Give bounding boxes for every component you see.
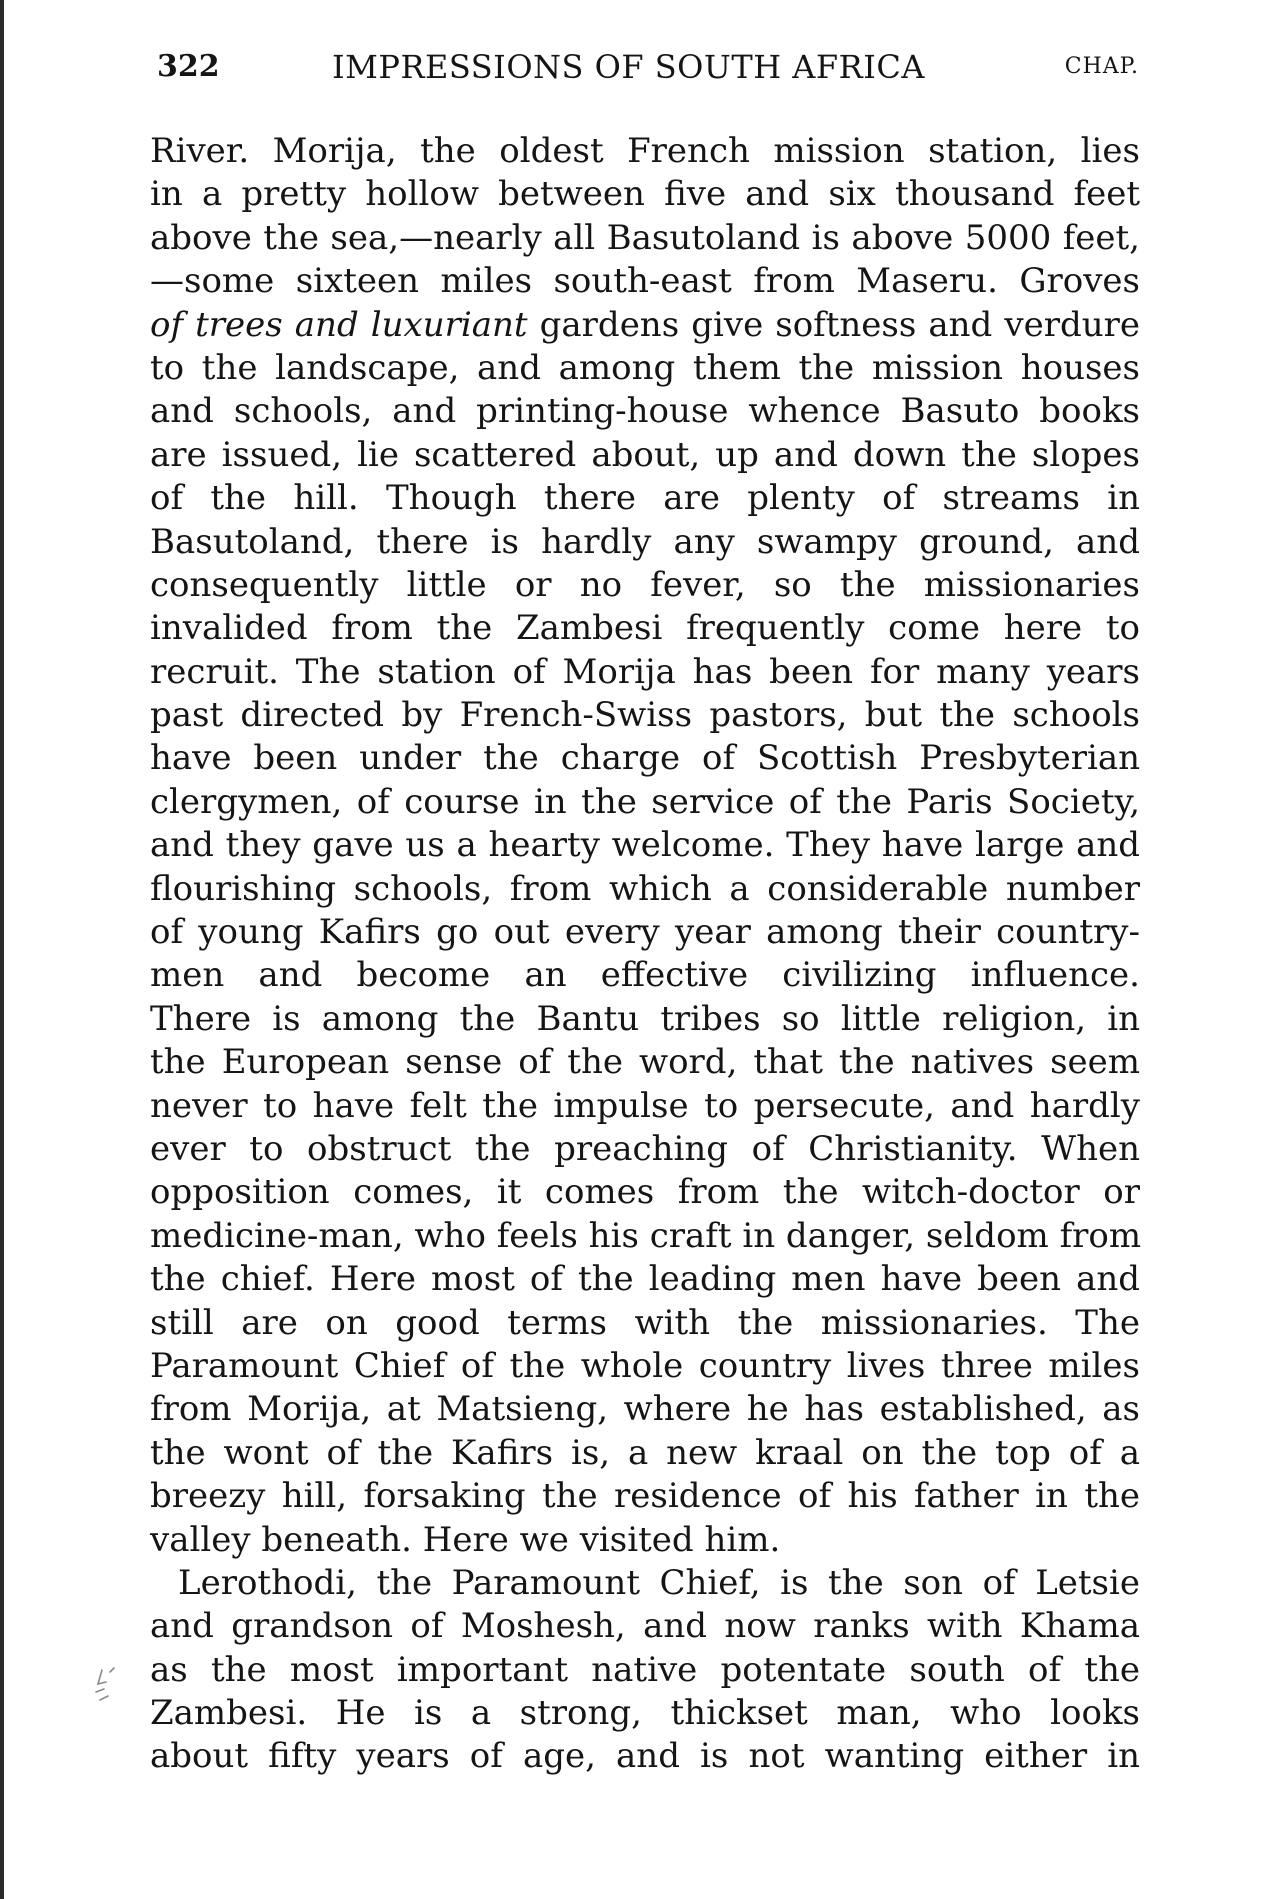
text-line: valley beneath. Here we visited him.: [150, 1519, 781, 1560]
text-line: above the sea,—nearly all Basutoland is above 5000 feet,: [150, 217, 1140, 258]
text-line: —some sixteen miles south-east from Maseru. Groves: [150, 261, 1140, 302]
text-line: in a pretty hollow between five and six thousand feet: [150, 174, 1140, 215]
text-line: Basutoland, there is hardly any swampy ground, and: [150, 521, 1140, 562]
text-line: to the landscape, and among them the mission houses: [150, 347, 1140, 388]
text-line: Zambesi. He is a strong, thickset man, who looks: [150, 1693, 1140, 1734]
text-line: from Morija, at Matsieng, where he has established, as: [150, 1389, 1140, 1430]
text-line: have been under the charge of Scottish Presbyterian: [150, 738, 1140, 779]
text-line: medicine-man, who feels his craft in danger, seldom from: [150, 1215, 1142, 1256]
text-line: the chief. Here most of the leading men have been and: [150, 1259, 1140, 1300]
page-number: 322: [157, 49, 220, 84]
text-line: past directed by French-Swiss pastors, but the schools: [150, 695, 1140, 736]
text-line: Lerothodi, the Paramount Chief, is the son of Letsie: [178, 1562, 1140, 1603]
text-line: clergymen, of course in the service of the Paris Society,: [150, 781, 1140, 822]
text-line: still are on good terms with the missionaries. The: [150, 1302, 1140, 1343]
text-line: flourishing schools, from which a considerable number: [150, 868, 1140, 909]
text-line: invalided from the Zambesi frequently come here to: [150, 608, 1140, 649]
running-header: [157, 42, 1139, 92]
text-line: consequently little or no fever, so the missionaries: [150, 564, 1140, 605]
text-line: ever to obstruct the preaching of Christianity. When: [150, 1128, 1140, 1169]
text-line: of the hill. Though there are plenty of streams in: [150, 478, 1140, 519]
text-line: and grandson of Moshesh, and now ranks with Khama: [150, 1606, 1140, 1647]
text-line: as the most important native potentate south of the: [150, 1649, 1140, 1690]
text-line: of young Kafirs go out every year among their country-: [150, 912, 1140, 953]
page-left-edge: [0, 0, 4, 1899]
text-line: Paramount Chief of the whole country lives three miles: [150, 1345, 1140, 1386]
text-line: the European sense of the word, that the natives seem: [150, 1042, 1140, 1083]
text-line: and schools, and printing-house whence Basuto books: [150, 391, 1140, 432]
text-line: never to have felt the impulse to persecute, and hardly: [150, 1085, 1140, 1126]
text-line: recruit. The station of Morija has been for many years: [150, 651, 1140, 692]
running-title: IMPRESSIONS OF SOUTH AFRICA: [332, 48, 925, 86]
pencil-mark-icon: [92, 1662, 126, 1708]
text-line: about fifty years of age, and is not wanting either in: [150, 1736, 1140, 1777]
chapter-label: CHAP.: [1064, 54, 1139, 79]
text-line: There is among the Bantu tribes so little religion, in: [150, 998, 1140, 1039]
text-line: River. Morija, the oldest French mission station, lies: [150, 131, 1140, 171]
text-line: opposition comes, it comes from the witch-doctor or: [150, 1172, 1140, 1213]
text-line: men and become an effective civilizing influence.: [150, 955, 1140, 996]
body-text: [150, 130, 1140, 1779]
text-line: are issued, lie scattered about, up and down the slopes: [150, 434, 1140, 475]
text-line: the wont of the Kafirs is, a new kraal on the top of a: [150, 1432, 1140, 1473]
text-line: of trees and luxuriant gardens give softness and verdure: [150, 304, 1140, 345]
text-line: breezy hill, forsaking the residence of his father in the: [150, 1476, 1140, 1517]
text-line: and they gave us a hearty welcome. They have large and: [150, 825, 1140, 866]
